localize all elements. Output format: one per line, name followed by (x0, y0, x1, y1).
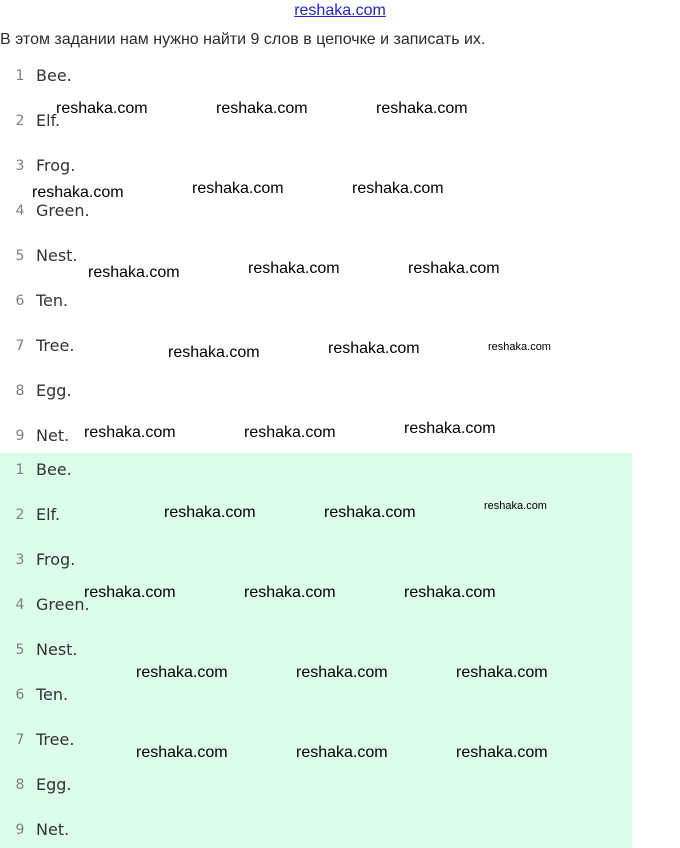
item-word: Frog. (36, 550, 76, 569)
task-intro: В этом задании нам нужно найти 9 слов в цепочке и записать их. (0, 31, 486, 48)
item-word: Tree. (36, 336, 75, 355)
item-word: Ten. (36, 291, 69, 310)
watermark: reshaka.com (484, 500, 547, 512)
watermark: reshaka.com (84, 584, 176, 601)
item-number: 9 (15, 822, 25, 838)
watermark: reshaka.com (84, 424, 176, 441)
item-number: 1 (15, 462, 25, 478)
item-number: 6 (15, 293, 25, 309)
watermark: reshaka.com (408, 260, 500, 277)
item-number: 2 (15, 507, 25, 523)
watermark: reshaka.com (404, 420, 496, 437)
watermark: reshaka.com (164, 504, 256, 521)
item-word: Nest. (36, 246, 78, 265)
watermark: reshaka.com (328, 340, 420, 357)
item-word: Ten. (36, 685, 69, 704)
item-number: 8 (15, 777, 25, 793)
watermark: reshaka.com (456, 744, 548, 761)
item-word: Frog. (36, 156, 76, 175)
item-number: 9 (15, 428, 25, 444)
item-word: Net. (36, 426, 70, 445)
item-number: 4 (15, 597, 25, 613)
item-number: 8 (15, 383, 25, 399)
answer-list (0, 453, 632, 848)
item-word: Nest. (36, 640, 78, 659)
watermark: reshaka.com (376, 100, 468, 117)
item-word: Net. (36, 820, 70, 839)
item-word: Tree. (36, 730, 75, 749)
item-number: 6 (15, 687, 25, 703)
item-word: Green. (36, 201, 90, 220)
watermark: reshaka.com (352, 180, 444, 197)
watermark: reshaka.com (296, 744, 388, 761)
watermark: reshaka.com (88, 264, 180, 281)
item-word: Egg. (36, 381, 72, 400)
watermark: reshaka.com (32, 184, 124, 201)
watermark: reshaka.com (216, 100, 308, 117)
watermark: reshaka.com (488, 341, 551, 353)
item-number: 2 (15, 113, 25, 129)
site-header-link[interactable]: reshaka.com (294, 2, 386, 19)
watermark: reshaka.com (244, 584, 336, 601)
item-word: Elf. (36, 505, 61, 524)
watermark: reshaka.com (248, 260, 340, 277)
watermark: reshaka.com (244, 424, 336, 441)
item-number: 4 (15, 203, 25, 219)
item-word: Bee. (36, 66, 72, 85)
item-word: Bee. (36, 460, 72, 479)
item-number: 5 (15, 248, 25, 264)
item-word: Green. (36, 595, 90, 614)
watermark: reshaka.com (136, 744, 228, 761)
item-number: 7 (15, 732, 25, 748)
item-number: 3 (15, 552, 25, 568)
item-word: Egg. (36, 775, 72, 794)
item-number: 1 (15, 68, 25, 84)
watermark: reshaka.com (56, 100, 148, 117)
watermark: reshaka.com (168, 344, 260, 361)
watermark: reshaka.com (456, 664, 548, 681)
item-number: 3 (15, 158, 25, 174)
item-number: 5 (15, 642, 25, 658)
watermark: reshaka.com (192, 180, 284, 197)
watermark: reshaka.com (404, 584, 496, 601)
watermark: reshaka.com (296, 664, 388, 681)
item-word: Elf. (36, 111, 61, 130)
item-number: 7 (15, 338, 25, 354)
watermark: reshaka.com (324, 504, 416, 521)
watermark: reshaka.com (136, 664, 228, 681)
